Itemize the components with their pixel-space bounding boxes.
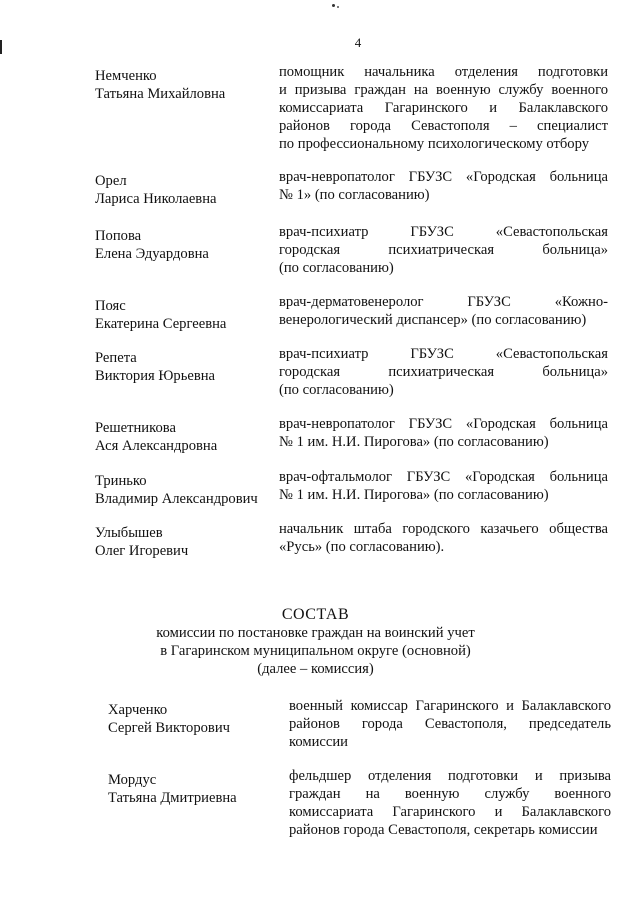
role-line: городская психиатрическая больница»	[279, 364, 608, 380]
role-line: городская психиатрическая больница»	[279, 242, 608, 258]
member-surname: Попова	[95, 228, 142, 244]
member-surname: Харченко	[108, 702, 168, 718]
member-role	[279, 468, 608, 504]
member-given-name: Ася Александровна	[95, 438, 218, 454]
role-line: комиссариата Гагаринского и Балаклавского	[279, 100, 608, 116]
member-role	[289, 697, 611, 751]
section-heading	[0, 606, 631, 678]
member-given-name: Татьяна Дмитриевна	[108, 790, 237, 806]
member-surname: Орел	[95, 173, 127, 189]
member-role	[279, 293, 608, 329]
role-line: и призыва граждан на военную службу военного	[279, 82, 608, 98]
member-role	[289, 767, 611, 839]
member-surname: Немченко	[95, 68, 157, 84]
role-line: районов города Севастополя, председатель	[289, 716, 611, 732]
role-line: № 1» (по согласованию)	[279, 187, 430, 203]
section-subtitle-line: (далее – комиссия)	[257, 661, 374, 677]
member-surname: Улыбышев	[95, 525, 163, 541]
member-name	[95, 524, 275, 560]
member-name	[95, 472, 275, 508]
role-line: врач-дерматовенеролог ГБУЗС «Кожно-	[279, 294, 608, 310]
member-surname: Решетникова	[95, 420, 176, 436]
member-surname: Тринько	[95, 473, 147, 489]
member-given-name: Сергей Викторович	[108, 720, 230, 736]
member-role	[279, 223, 608, 277]
section-subtitle-line: комиссии по постановке граждан на воинский учет	[156, 625, 475, 641]
member-name	[108, 701, 288, 737]
member-role	[279, 345, 608, 399]
member-role	[279, 520, 608, 556]
member-role	[279, 168, 608, 204]
member-name	[95, 67, 275, 103]
role-line: врач-офтальмолог ГБУЗС «Городская больница	[279, 469, 608, 485]
role-line: фельдшер отделения подготовки и призыва	[289, 768, 611, 784]
role-line: помощник начальника отделения подготовки	[279, 64, 608, 80]
member-surname: Пояс	[95, 298, 126, 314]
member-given-name: Елена Эдуардовна	[95, 246, 209, 262]
section-subtitle-line: в Гагаринском муниципальном округе (основной)	[160, 643, 471, 659]
role-line: по профессиональному психологическому отбору	[279, 136, 590, 152]
member-role	[279, 415, 608, 451]
role-line: врач-невропатолог ГБУЗС «Городская больница	[279, 169, 608, 185]
member-surname: Мордус	[108, 772, 157, 788]
member-name	[108, 771, 288, 807]
scan-artifact	[332, 4, 335, 7]
member-name	[95, 349, 275, 385]
role-line: районов города Севастополя – специалист	[279, 118, 608, 134]
scan-edge-mark	[0, 40, 2, 54]
role-line: районов города Севастополя, секретарь комиссии	[289, 822, 598, 838]
member-given-name: Екатерина Сергеевна	[95, 316, 227, 332]
role-line: венерологический диспансер» (по согласованию)	[279, 312, 587, 328]
member-name	[95, 297, 275, 333]
role-line: начальник штаба городского казачьего общества	[279, 521, 608, 537]
member-given-name: Татьяна Михайловна	[95, 86, 226, 102]
role-line: врач-невропатолог ГБУЗС «Городская больница	[279, 416, 608, 432]
member-given-name: Владимир Александрович	[95, 491, 258, 507]
role-line: врач-психиатр ГБУЗС «Севастопольская	[279, 224, 608, 240]
role-line: (по согласованию)	[279, 260, 394, 276]
page-number: 4	[354, 35, 362, 50]
member-role	[279, 63, 608, 153]
role-line: граждан на военную службу военного	[289, 786, 611, 802]
role-line: № 1 им. Н.И. Пирогова» (по согласованию)	[279, 487, 549, 503]
member-given-name: Лариса Николаевна	[95, 191, 217, 207]
member-surname: Репета	[95, 350, 137, 366]
member-name	[95, 227, 275, 263]
role-line: военный комиссар Гагаринского и Балаклавского	[289, 698, 611, 714]
role-line: комиссии	[289, 734, 348, 750]
member-given-name: Олег Игоревич	[95, 543, 189, 559]
member-given-name: Виктория Юрьевна	[95, 368, 215, 384]
scan-artifact	[337, 6, 339, 8]
section-title: СОСТАВ	[281, 606, 350, 623]
role-line: № 1 им. Н.И. Пирогова» (по согласованию)	[279, 434, 549, 450]
role-line: комиссариата Гагаринского и Балаклавского	[289, 804, 611, 820]
role-line: «Русь» (по согласованию).	[279, 539, 445, 555]
role-line: врач-психиатр ГБУЗС «Севастопольская	[279, 346, 608, 362]
member-name	[95, 172, 275, 208]
role-line: (по согласованию)	[279, 382, 394, 398]
member-name	[95, 419, 275, 455]
